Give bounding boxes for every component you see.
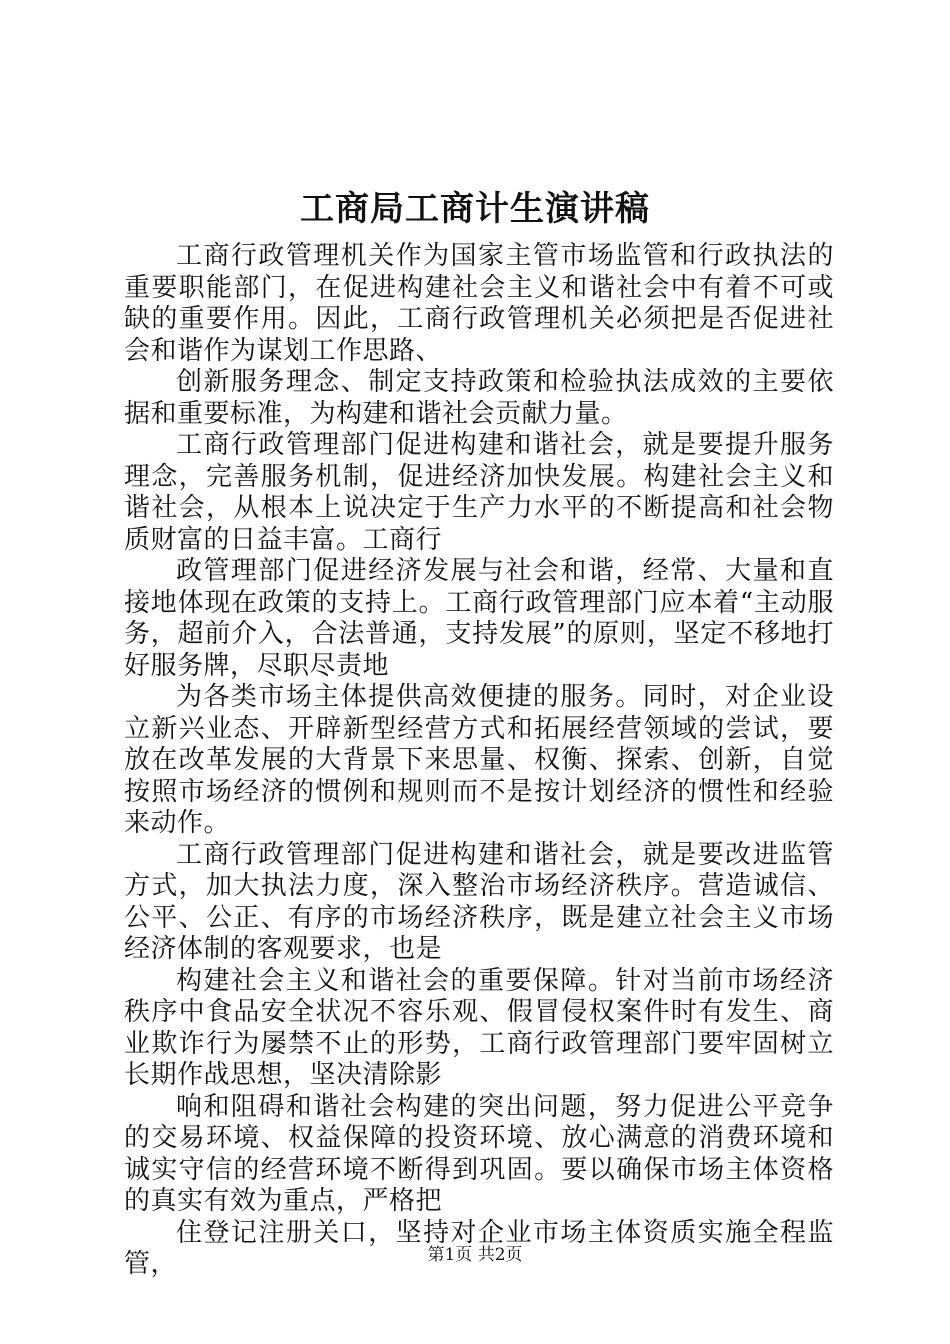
- paragraph: 工商行政管理部门促进构建和谐社会，就是要改进监管方式，加大执法力度，深入整治市场经济秩序。营造诚信、公平、公正、有序的市场经济秩序，既是建立社会主义市场经济体制的客观要求，也是: [124, 839, 834, 964]
- page-number-footer: 第1页 共2页: [427, 1245, 523, 1265]
- paragraph: 创新服务理念、制定支持政策和检验执法成效的主要依据和重要标准，为构建和谐社会贡献力量。: [124, 367, 834, 429]
- paragraph: 住登记注册关口，坚持对企业市场主体资质实施全程监管，: [124, 1217, 834, 1279]
- paragraph: 构建社会主义和谐社会的重要保障。针对当前市场经济秩序中食品安全状况不容乐观、假冒侵权案件时有发生、商业欺诈行为屡禁不止的形势，工商行政管理部门要牢固树立长期作战思想，坚决清除影: [124, 965, 834, 1090]
- paragraph: 为各类市场主体提供高效便捷的服务。同时，对企业设立新兴业态、开辟新型经营方式和拓展经营领域的尝试，要放在改革发展的大背景下来思量、权衡、探索、创新，自觉按照市场经济的惯例和规则而不是按计划经济的惯性和经验来动作。: [124, 682, 834, 838]
- paragraph: 工商行政管理部门促进构建和谐社会，就是要提升服务理念，完善服务机制，促进经济加快发展。构建社会主义和谐社会，从根本上说决定于生产力水平的不断提高和社会物质财富的日益丰富。工商行: [124, 430, 834, 555]
- paragraph: 政管理部门促进经济发展与社会和谐，经常、大量和直接地体现在政策的支持上。工商行政管理部门应本着“主动服务，超前介入，合法普通，支持发展”的原则，坚定不移地打好服务牌，尽职尽责地: [124, 556, 834, 681]
- paragraph: 工商行政管理机关作为国家主管市场监管和行政执法的重要职能部门，在促进构建社会主义和谐社会中有着不可或缺的重要作用。因此，工商行政管理机关必须把是否促进社会和谐作为谋划工作思路、: [124, 241, 834, 366]
- document-title: 工商局工商计生演讲稿: [300, 189, 650, 229]
- document-body: [124, 241, 834, 1281]
- paragraph: 响和阻碍和谐社会构建的突出问题，努力促进公平竞争的交易环境、权益保障的投资环境、放心满意的消费环境和诚实守信的经营环境不断得到巩固。要以确保市场主体资格的真实有效为重点，严格把: [124, 1091, 834, 1216]
